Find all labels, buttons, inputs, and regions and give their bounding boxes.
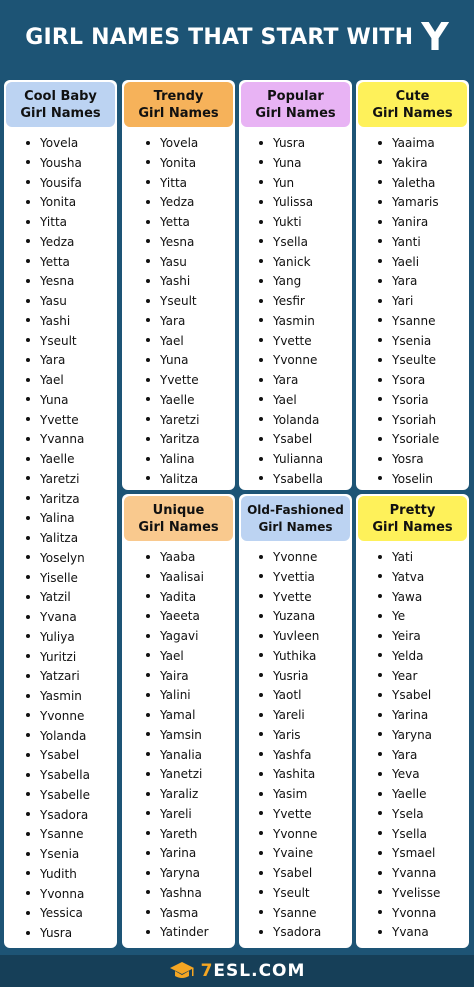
- name-list-item: Yashna: [146, 884, 235, 904]
- name-list-item: Yareth: [146, 825, 235, 845]
- name-list-item: Yelda: [378, 647, 469, 667]
- name-list-item: Yvana: [378, 923, 469, 943]
- name-list-item: Yvette: [259, 332, 352, 352]
- name-list-item: Yvonna: [26, 885, 117, 905]
- header-popular-line2: Girl Names: [255, 105, 336, 121]
- name-list-item: Yulianna: [259, 450, 352, 470]
- name-list-item: Yonita: [26, 193, 117, 213]
- title-text: GIRL NAMES THAT START WITH: [25, 24, 414, 50]
- name-list-item: Year: [378, 667, 469, 687]
- name-list-item: Yanetzi: [146, 765, 235, 785]
- name-list-item: Yvette: [26, 411, 117, 431]
- name-list-item: Yukti: [259, 213, 352, 233]
- name-list-item: Yvana: [26, 608, 117, 628]
- name-list-item: Yonita: [146, 154, 235, 174]
- name-list-item: Yanick: [259, 253, 352, 273]
- name-list-item: Yaelle: [26, 450, 117, 470]
- name-list-item: Yuna: [26, 391, 117, 411]
- name-list-item: Yvonne: [259, 825, 352, 845]
- header-old-fashioned-line2: Girl Names: [258, 519, 333, 534]
- page-title: [0, 0, 474, 74]
- name-list-item: Yuna: [146, 351, 235, 371]
- name-list-item: Yseulte: [378, 351, 469, 371]
- names-list-old-fashioned: [239, 548, 352, 943]
- footer-bar: [0, 955, 474, 987]
- name-list-item: Yael: [146, 647, 235, 667]
- name-list-item: Yatzari: [26, 667, 117, 687]
- names-list-cool-baby: [4, 134, 117, 944]
- name-list-item: Yuna: [259, 154, 352, 174]
- header-trendy-line2: Girl Names: [138, 105, 219, 121]
- name-list-item: Yamaris: [378, 193, 469, 213]
- graduation-cap-icon: [169, 960, 195, 982]
- name-list-item: Yashi: [26, 312, 117, 332]
- name-list-item: Yaeli: [378, 253, 469, 273]
- name-list-item: Yanti: [378, 233, 469, 253]
- name-list-item: Yari: [378, 292, 469, 312]
- name-list-item: Yara: [146, 312, 235, 332]
- name-list-item: Yousha: [26, 154, 117, 174]
- header-pretty-line1: Pretty: [389, 502, 436, 518]
- name-list-item: Yaaima: [378, 134, 469, 154]
- name-list-item: Yvettia: [259, 568, 352, 588]
- name-list-item: Yasmin: [26, 687, 117, 707]
- name-list-item: Yoselin: [378, 470, 469, 490]
- header-cool-baby-line2: Girl Names: [20, 105, 101, 121]
- name-list-item: Yara: [26, 351, 117, 371]
- name-list-item: Yousifa: [26, 174, 117, 194]
- name-list-item: Yati: [378, 548, 469, 568]
- name-list-item: Yaletha: [378, 174, 469, 194]
- name-list-item: Yasmin: [259, 312, 352, 332]
- name-list-item: Yalina: [146, 450, 235, 470]
- name-list-item: Yashita: [259, 765, 352, 785]
- name-list-item: Yosra: [378, 450, 469, 470]
- name-list-item: Yusria: [259, 667, 352, 687]
- name-list-item: Yvette: [259, 805, 352, 825]
- name-list-item: Yvonne: [259, 548, 352, 568]
- name-list-item: Yvanna: [378, 864, 469, 884]
- name-list-item: Yanalia: [146, 746, 235, 766]
- name-list-item: Yesna: [146, 233, 235, 253]
- name-list-item: Ysanne: [378, 312, 469, 332]
- name-list-item: Yesna: [26, 272, 117, 292]
- name-list-item: Ysanne: [259, 904, 352, 924]
- name-list-item: Yaelle: [146, 391, 235, 411]
- column-cool-baby: [4, 80, 117, 948]
- header-popular-line1: Popular: [267, 88, 324, 104]
- name-list-item: Yuritzi: [26, 648, 117, 668]
- name-list-item: Yseult: [259, 884, 352, 904]
- header-unique-line1: Unique: [152, 502, 205, 518]
- name-list-item: Yulissa: [259, 193, 352, 213]
- name-list-item: Ye: [378, 607, 469, 627]
- name-list-item: Yaraliz: [146, 785, 235, 805]
- name-list-item: Yasu: [26, 292, 117, 312]
- name-list-item: Yuthika: [259, 647, 352, 667]
- name-list-item: Yvaine: [259, 844, 352, 864]
- name-list-item: Ysabel: [259, 430, 352, 450]
- name-list-item: Yaris: [259, 726, 352, 746]
- name-list-item: Yaretzi: [26, 470, 117, 490]
- name-list-item: Yael: [26, 371, 117, 391]
- name-list-item: Yvonne: [26, 707, 117, 727]
- header-cute: [358, 82, 467, 127]
- name-list-item: Ysadora: [26, 806, 117, 826]
- name-list-item: Yusra: [259, 134, 352, 154]
- name-list-item: Yetta: [26, 253, 117, 273]
- name-list-item: Yashfa: [259, 746, 352, 766]
- name-list-item: Ysela: [378, 805, 469, 825]
- name-list-item: Yatinder: [146, 923, 235, 943]
- name-list-item: Yvelisse: [378, 884, 469, 904]
- name-list-item: Yovela: [26, 134, 117, 154]
- name-list-item: Yeira: [378, 627, 469, 647]
- name-list-item: Yagavi: [146, 627, 235, 647]
- column-trendy: [122, 80, 235, 490]
- name-list-item: Yalini: [146, 686, 235, 706]
- header-trendy-line1: Trendy: [153, 88, 204, 104]
- name-list-item: Yaryna: [146, 864, 235, 884]
- name-list-item: Ysabel: [378, 686, 469, 706]
- name-list-item: Yadita: [146, 588, 235, 608]
- names-list-popular: [239, 134, 352, 490]
- name-list-item: Yovela: [146, 134, 235, 154]
- name-list-item: Yvonna: [378, 904, 469, 924]
- name-list-item: Ysmael: [378, 844, 469, 864]
- name-list-item: Yaritza: [26, 490, 117, 510]
- name-list-item: Yedza: [146, 193, 235, 213]
- name-list-item: Yitta: [146, 174, 235, 194]
- name-list-item: Yael: [259, 391, 352, 411]
- name-list-item: Ysabel: [259, 864, 352, 884]
- name-list-item: Yudith: [26, 865, 117, 885]
- header-pretty: [358, 496, 467, 541]
- name-list-item: Yeva: [378, 765, 469, 785]
- name-list-item: Yasu: [146, 253, 235, 273]
- name-list-item: Yetta: [146, 213, 235, 233]
- name-list-item: Yolanda: [26, 727, 117, 747]
- name-list-item: Ysabelle: [26, 786, 117, 806]
- name-list-item: Yitta: [26, 213, 117, 233]
- name-list-item: Yesfir: [259, 292, 352, 312]
- column-old-fashioned: [239, 494, 352, 948]
- name-list-item: Yaretzi: [146, 411, 235, 431]
- name-list-item: Ysoria: [378, 391, 469, 411]
- name-list-item: Yseult: [146, 292, 235, 312]
- header-cute-line1: Cute: [395, 88, 430, 104]
- name-list-item: Yaotl: [259, 686, 352, 706]
- name-list-item: Yaelle: [378, 785, 469, 805]
- column-pretty: [356, 494, 469, 948]
- name-list-item: Ysora: [378, 371, 469, 391]
- name-list-item: Ysabel: [26, 746, 117, 766]
- header-old-fashioned: [241, 496, 350, 541]
- name-list-item: Yvonne: [259, 351, 352, 371]
- header-cute-line2: Girl Names: [372, 105, 453, 121]
- name-list-item: Ysanne: [26, 825, 117, 845]
- column-cute: [356, 80, 469, 490]
- name-list-item: Ysabella: [259, 470, 352, 490]
- name-list-item: Yalitza: [26, 529, 117, 549]
- header-cool-baby-line1: Cool Baby: [24, 88, 97, 104]
- name-list-item: Ysenia: [26, 845, 117, 865]
- name-list-item: Ysadora: [259, 923, 352, 943]
- name-list-item: Yatva: [378, 568, 469, 588]
- name-list-item: Yara: [378, 272, 469, 292]
- column-popular: [239, 80, 352, 490]
- name-list-item: Yara: [378, 746, 469, 766]
- name-list-item: Yareli: [259, 706, 352, 726]
- name-list-item: Yaryna: [378, 726, 469, 746]
- name-list-item: Ysoriale: [378, 430, 469, 450]
- name-list-item: Yawa: [378, 588, 469, 608]
- name-list-item: Yvette: [146, 371, 235, 391]
- name-list-item: Yara: [259, 371, 352, 391]
- title-letter: Y: [421, 15, 449, 59]
- header-unique-line2: Girl Names: [138, 519, 219, 535]
- name-list-item: Yun: [259, 174, 352, 194]
- name-list-item: Yarina: [146, 844, 235, 864]
- logo-prefix: 7: [200, 961, 214, 981]
- name-list-item: Yakira: [378, 154, 469, 174]
- name-list-item: Yiselle: [26, 569, 117, 589]
- name-list-item: Yanira: [378, 213, 469, 233]
- names-list-unique: [122, 548, 235, 943]
- name-list-item: Yolanda: [259, 411, 352, 431]
- name-list-item: Yvanna: [26, 430, 117, 450]
- name-list-item: Yatzil: [26, 588, 117, 608]
- name-list-item: Yarina: [378, 706, 469, 726]
- name-list-item: Yaaba: [146, 548, 235, 568]
- name-list-item: Yuzana: [259, 607, 352, 627]
- name-list-item: Yashi: [146, 272, 235, 292]
- names-list-trendy: [122, 134, 235, 490]
- name-list-item: Ysella: [259, 233, 352, 253]
- header-unique: [124, 496, 233, 541]
- name-list-item: Yusra: [26, 924, 117, 944]
- name-list-item: Yaira: [146, 667, 235, 687]
- names-list-cute: [356, 134, 469, 490]
- header-popular: [241, 82, 350, 127]
- header-cool-baby: [6, 82, 115, 127]
- names-list-pretty: [356, 548, 469, 943]
- name-list-item: Yang: [259, 272, 352, 292]
- header-trendy: [124, 82, 233, 127]
- name-list-item: Ysenia: [378, 332, 469, 352]
- header-pretty-line2: Girl Names: [372, 519, 453, 535]
- name-list-item: Yalitza: [146, 470, 235, 490]
- name-list-item: Ysoriah: [378, 411, 469, 431]
- name-list-item: Yaalisai: [146, 568, 235, 588]
- name-list-item: Yasma: [146, 904, 235, 924]
- name-list-item: Ysabella: [26, 766, 117, 786]
- name-list-item: Yoselyn: [26, 549, 117, 569]
- site-logo[interactable]: [201, 961, 306, 981]
- name-list-item: Yuvleen: [259, 627, 352, 647]
- name-list-item: Yedza: [26, 233, 117, 253]
- name-list-item: Yael: [146, 332, 235, 352]
- name-list-item: Yamal: [146, 706, 235, 726]
- name-list-item: Yasim: [259, 785, 352, 805]
- name-list-item: Yalina: [26, 509, 117, 529]
- name-list-item: Ysella: [378, 825, 469, 845]
- name-list-item: Yessica: [26, 904, 117, 924]
- header-old-fashioned-line1: Old-Fashioned: [247, 502, 344, 517]
- name-list-item: Yaeeta: [146, 607, 235, 627]
- logo-rest: ESL.COM: [213, 961, 306, 981]
- column-unique: [122, 494, 235, 948]
- name-list-item: Yaritza: [146, 430, 235, 450]
- name-list-item: Yvette: [259, 588, 352, 608]
- name-list-item: Yseult: [26, 332, 117, 352]
- name-list-item: Yamsin: [146, 726, 235, 746]
- name-list-item: Yuliya: [26, 628, 117, 648]
- name-list-item: Yareli: [146, 805, 235, 825]
